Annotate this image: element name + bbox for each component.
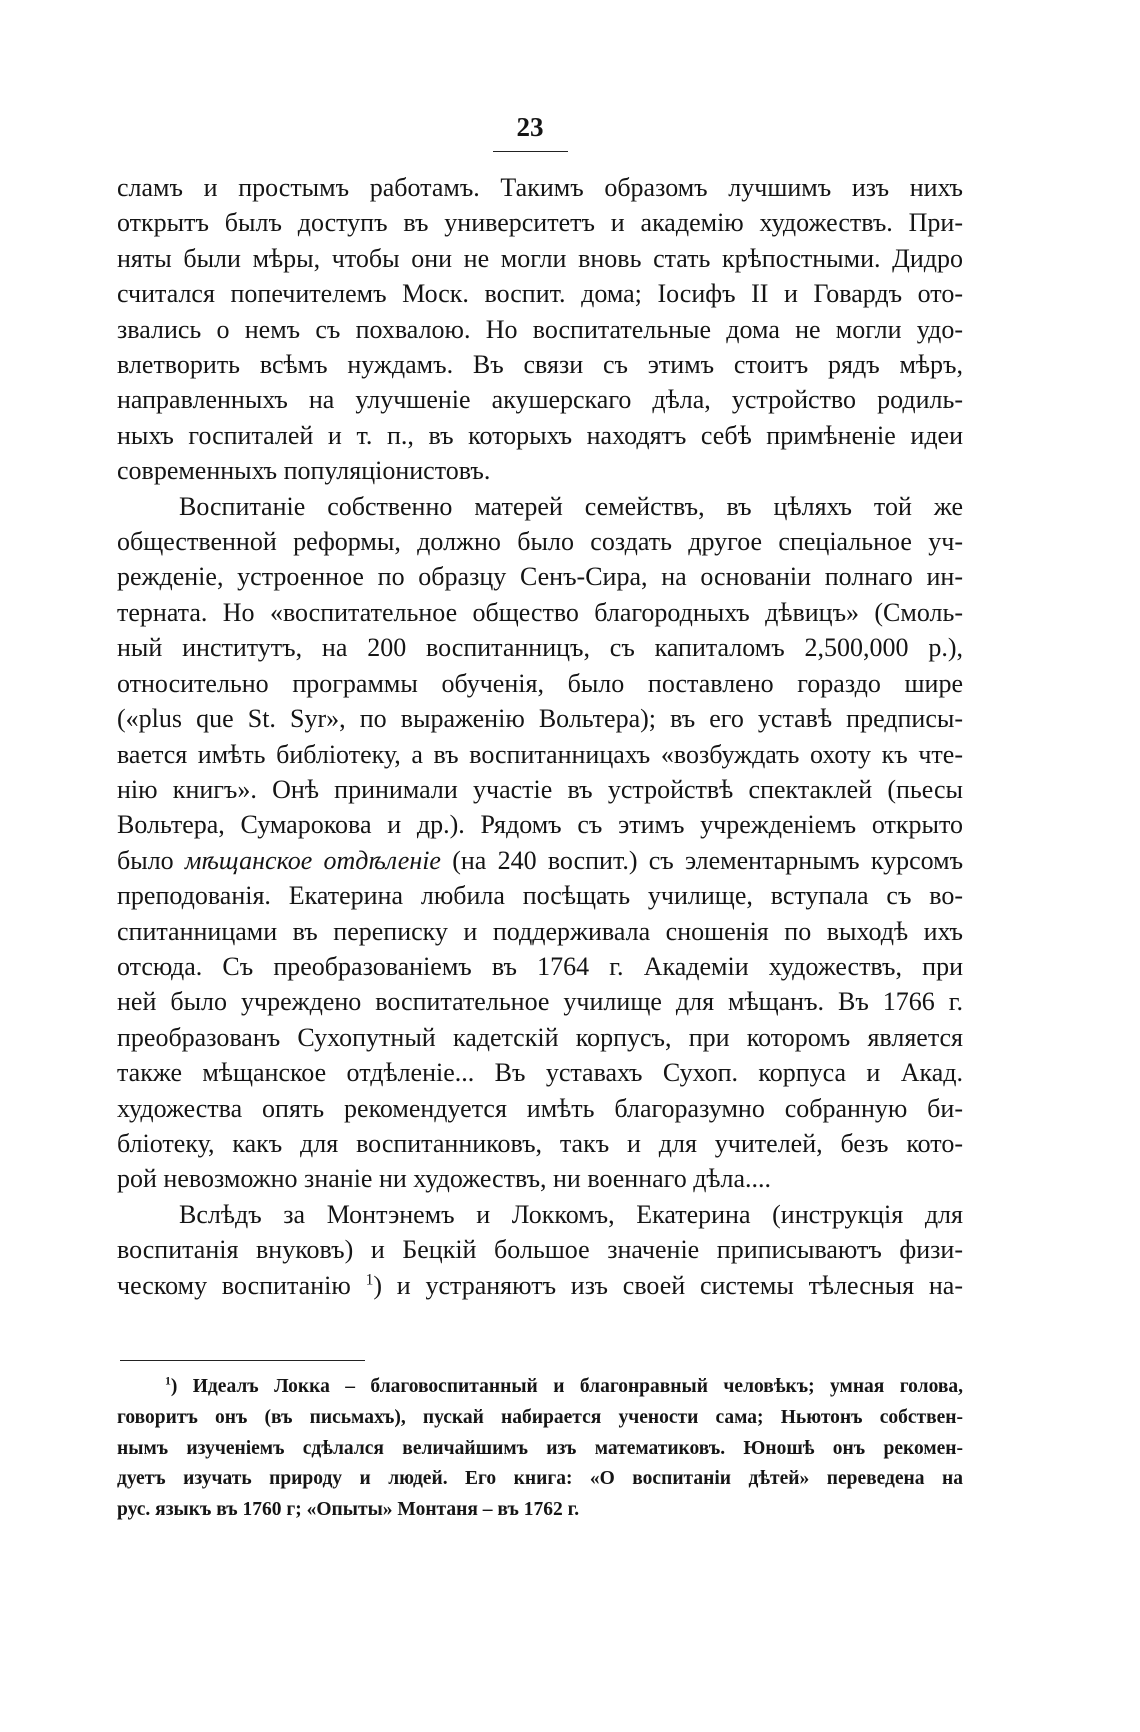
text-line: терната. Но «воспитательное общество благородныхъ дѣвицъ» (Смоль- [117,597,963,627]
footnote-line: нымъ изученіемъ сдѣлался величайшимъ изъ математиковъ. Юношѣ онъ рекомен- [117,1437,963,1459]
text-line: общественной реформы, должно было создать другое спеціальное уч- [117,527,963,557]
text-line: современныхъ популяціонистовъ. [117,456,491,486]
text-line: вается имѣть библіотеку, а въ воспитанницахъ «возбуждать охоту къ чте- [117,739,963,769]
text-line: направленныхъ на улучшеніе акушерскаго дѣла, устройство родиль- [117,385,963,415]
footnote-line [117,1372,963,1403]
text-line: относительно программы обученія, было поставлено гораздо шире [117,668,963,698]
text-line: преобразованъ Сухопутный кадетскій корпусъ, при которомъ является [117,1022,963,1052]
text-line: звались о немъ съ похвалою. Но воспитательные дома не могли удо- [117,314,963,344]
text-line: спитанницами въ переписку и поддерживала сношенія по выходѣ ихъ [117,916,963,946]
footnote-reference: 1 [365,1270,374,1288]
text-segment: ) и устраняютъ изъ своей системы тѣлесныя на- [373,1270,964,1300]
footnote-line: дуетъ изучать природу и людей. Его книга: «О воспитаніи дѣтей» переведена на [117,1468,963,1490]
text-line: ныхъ госпиталей и т. п., въ которыхъ находятъ себѣ примѣненіе идеи [117,420,963,450]
text-line [117,1268,963,1303]
italic-term: мѣщанское отдѣленіе [184,845,441,875]
page-number-rule [493,151,568,152]
text-line: режденіе, устроенное по образцу Сенъ-Сира, на основаніи полнаго ин- [117,562,963,592]
text-line: нію книгъ». Онѣ принимали участіе въ устройствѣ спектаклей (пьесы [117,774,963,804]
text-line [117,843,963,878]
footnote-segment: ) Идеалъ Локка – благовоспитанный и благонравный человѣкъ; умная голова, [170,1376,963,1397]
text-line: отсюда. Съ преобразованіемъ въ 1764 г. Академіи художествъ, при [117,951,963,981]
text-line: («plus que St. Syr», по выраженію Вольтера); въ его уставѣ предписы- [117,704,963,734]
text-segment: было [117,845,174,875]
text-line: Вольтера, Сумарокова и др.). Рядомъ съ этимъ учрежденіемъ открыто [117,810,963,840]
text-line: влетворить всѣмъ нуждамъ. Въ связи съ этимъ стоитъ рядъ мѣръ, [117,350,963,380]
text-segment: (на 240 воспит.) съ элементарнымъ курсомъ [452,845,964,875]
text-line: ный институтъ, на 200 воспитанницъ, съ капиталомъ 2,500,000 р.), [117,633,963,663]
main-text [117,170,963,1303]
text-line: рой невозможно знаніе ни художествъ, ни военнаго дѣла.... [117,1164,772,1194]
text-line: преподованія. Екатерина любила посѣщать училище, вступала съ во- [117,881,963,911]
text-line: художества опять рекомендуется имѣть благоразумно собранную би- [117,1093,963,1123]
footnote-line: рус. языкъ въ 1760 г; «Опыты» Монтаня – въ 1762 г. [117,1499,580,1521]
footnote-separator [120,1360,365,1361]
text-line: сламъ и простымъ работамъ. Такимъ образомъ лучшимъ изъ нихъ [117,173,963,202]
text-segment: ческому воспитанію [117,1270,351,1300]
text-line: считался попечителемъ Моск. воспит. дома; Іосифъ II и Говардъ ото- [117,279,963,309]
text-line: ней было учреждено воспитательное училище для мѣщанъ. Въ 1766 г. [117,987,963,1017]
text-line: Воспитаніе собственно матерей семействъ, въ цѣляхъ той же [179,491,963,521]
text-line: открытъ былъ доступъ въ университетъ и академію художествъ. При- [117,208,963,238]
footnote-line: говоритъ онъ (въ письмахъ), пускай набирается учености сама; Ньютонъ собствен- [117,1406,963,1428]
text-line: также мѣщанское отдѣленіе... Въ уставахъ Сухоп. корпуса и Акад. [117,1058,963,1088]
text-line: воспитанія внуковъ) и Бецкій большое значеніе приписываютъ физи- [117,1235,963,1265]
footnote-marker: 1 [165,1374,171,1388]
text-line: няты были мѣры, чтобы они не могли вновь стать крѣпостными. Дидро [117,243,963,273]
footnote [117,1372,963,1526]
text-line: Вслѣдъ за Монтэнемъ и Локкомъ, Екатерина (инструкція для [179,1199,963,1229]
text-line: бліотеку, какъ для воспитанниковъ, такъ и для учителей, безъ кото- [117,1128,963,1158]
page-number: 23 [516,112,544,142]
